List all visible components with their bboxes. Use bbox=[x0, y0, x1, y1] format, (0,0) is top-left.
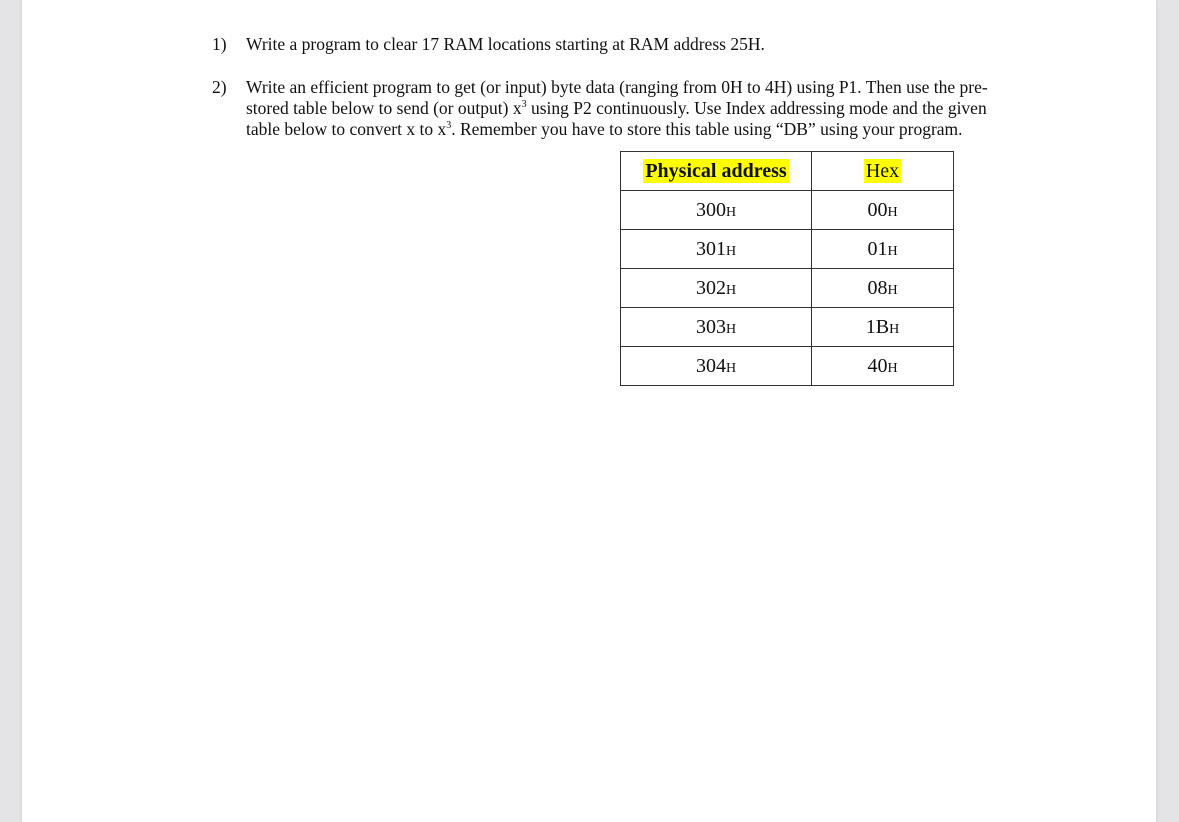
question-text: Write a program to clear 17 RAM locations starting at RAM address 25H. bbox=[246, 34, 765, 54]
hex-suffix: H bbox=[887, 282, 898, 298]
table-row bbox=[621, 191, 954, 230]
hex-value: 08 bbox=[867, 276, 888, 299]
hex-suffix: H bbox=[889, 321, 900, 337]
address-suffix: H bbox=[725, 204, 737, 220]
lookup-table bbox=[620, 151, 954, 386]
address-value: 304 bbox=[695, 354, 726, 377]
document-page bbox=[22, 0, 1156, 822]
hex-cell bbox=[812, 308, 954, 347]
table-row bbox=[621, 230, 954, 269]
address-cell bbox=[621, 191, 812, 230]
text-span: using P2 continuously. Use Index addressing mode and the given bbox=[526, 98, 987, 118]
question-text-line bbox=[246, 77, 1046, 98]
table-row bbox=[621, 308, 954, 347]
hex-suffix: H bbox=[887, 360, 898, 376]
column-header-physical-address bbox=[621, 152, 812, 191]
header-label: Hex bbox=[865, 159, 900, 182]
hex-suffix: H bbox=[887, 204, 898, 220]
text-span: table below to convert x to x bbox=[246, 119, 447, 139]
address-suffix: H bbox=[725, 282, 737, 298]
header-label: Physical address bbox=[645, 159, 787, 182]
hex-value: 01 bbox=[867, 237, 888, 260]
address-cell bbox=[621, 230, 812, 269]
text-span: stored table below to send (or output) x bbox=[246, 98, 522, 118]
text-span: . Remember you have to store this table using “DB” using your program. bbox=[451, 119, 963, 139]
address-cell bbox=[621, 269, 812, 308]
question-text bbox=[246, 77, 1046, 140]
hex-value: 00 bbox=[867, 198, 888, 221]
address-suffix: H bbox=[725, 321, 737, 337]
address-value: 302 bbox=[695, 276, 726, 299]
column-header-hex bbox=[812, 152, 954, 191]
address-suffix: H bbox=[725, 243, 737, 259]
hex-cell bbox=[812, 269, 954, 308]
hex-cell bbox=[812, 191, 954, 230]
address-cell bbox=[621, 308, 812, 347]
table-header-row bbox=[621, 152, 954, 191]
table-row bbox=[621, 347, 954, 386]
question-text-line bbox=[246, 98, 1046, 119]
question-number: 1) bbox=[212, 34, 227, 54]
question-number: 2) bbox=[212, 77, 227, 97]
superscript: 3 bbox=[446, 120, 452, 131]
hex-cell bbox=[812, 230, 954, 269]
table-row bbox=[621, 269, 954, 308]
hex-cell bbox=[812, 347, 954, 386]
question-text-line bbox=[246, 119, 1046, 140]
address-value: 300 bbox=[695, 198, 726, 221]
hex-value: 1B bbox=[865, 315, 890, 338]
address-cell bbox=[621, 347, 812, 386]
address-suffix: H bbox=[725, 360, 737, 376]
text-span: Write an efficient program to get (or input) byte data (ranging from 0H to 4H) using P1. Then use the pre- bbox=[246, 77, 988, 97]
address-value: 301 bbox=[695, 237, 726, 260]
superscript: 3 bbox=[521, 99, 527, 110]
hex-value: 40 bbox=[867, 354, 888, 377]
address-value: 303 bbox=[695, 315, 726, 338]
hex-suffix: H bbox=[887, 243, 898, 259]
